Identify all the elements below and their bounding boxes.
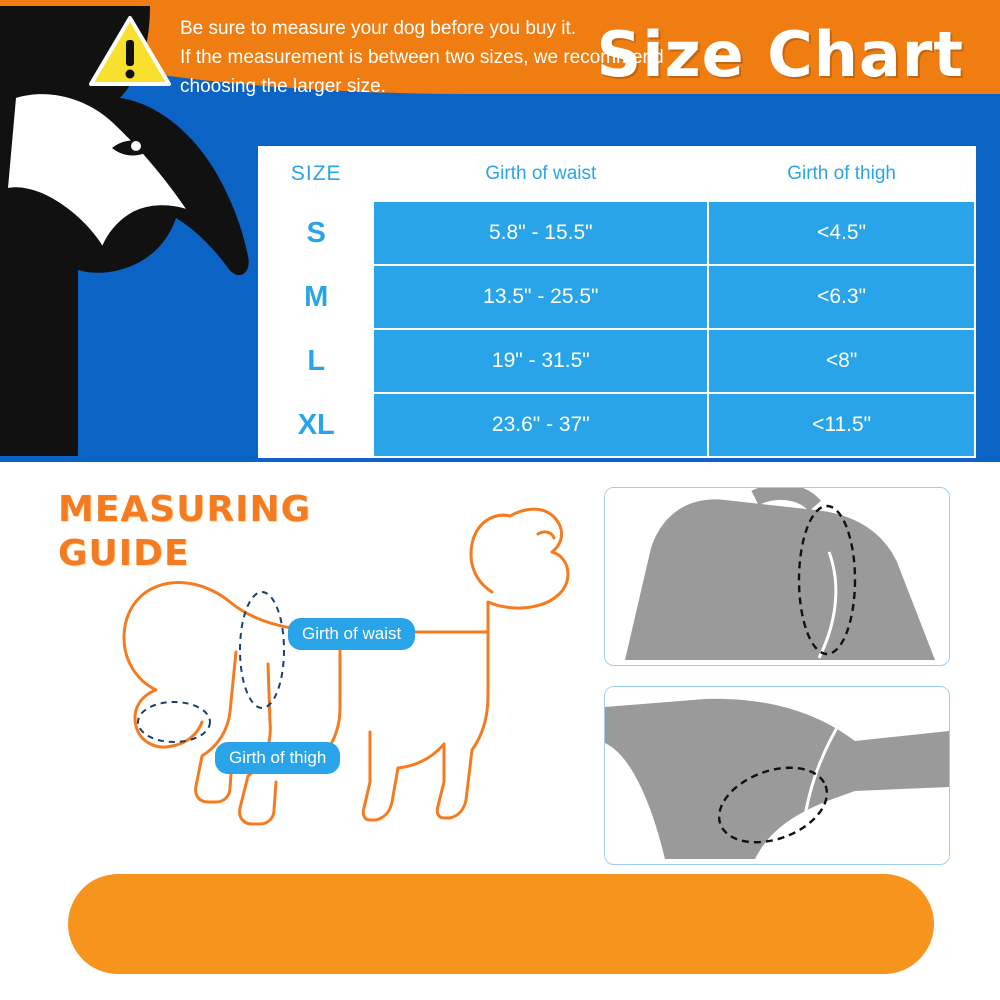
photo-thigh-measurement — [604, 686, 950, 865]
table-row — [259, 393, 975, 457]
column-header-thigh: Girth of thigh — [708, 147, 975, 201]
cell-thigh: <6.3" — [708, 265, 975, 329]
table-row — [259, 201, 975, 265]
column-header-waist: Girth of waist — [373, 147, 708, 201]
guide-title-line1: MEASURING — [58, 489, 312, 530]
cell-size: XL — [259, 393, 373, 457]
cell-size: L — [259, 329, 373, 393]
cell-waist: 5.8" - 15.5" — [373, 201, 708, 265]
guide-title-line2: GUIDE — [58, 533, 190, 574]
note-bar — [68, 874, 934, 974]
note-line-3: choosing the larger size. — [180, 76, 386, 97]
measuring-guide-section — [0, 462, 1000, 872]
dog-outline-illustration — [40, 482, 600, 862]
cell-waist: 19" - 31.5" — [373, 329, 708, 393]
cell-thigh: <4.5" — [708, 201, 975, 265]
cell-size: S — [259, 201, 373, 265]
table-row — [259, 329, 975, 393]
page-title: Size Chart — [596, 18, 964, 91]
column-header-size: SIZE — [259, 147, 373, 201]
tag-girth-of-waist: Girth of waist — [288, 618, 415, 650]
cell-thigh: <11.5" — [708, 393, 975, 457]
warning-triangle-icon — [88, 14, 172, 88]
note-line-1: Be sure to measure your dog before you buy it. — [180, 18, 577, 39]
thigh-photo-illustration — [605, 687, 949, 859]
size-chart-table — [258, 146, 976, 458]
table-header-row — [259, 147, 975, 201]
photo-waist-measurement — [604, 487, 950, 666]
note-line-2: If the measurement is between two sizes, we recommend — [180, 47, 664, 68]
note-text — [180, 14, 860, 101]
tag-girth-of-thigh: Girth of thigh — [215, 742, 340, 774]
cell-size: M — [259, 265, 373, 329]
waist-photo-illustration — [605, 488, 949, 660]
cell-waist: 13.5" - 25.5" — [373, 265, 708, 329]
cell-waist: 23.6" - 37" — [373, 393, 708, 457]
table-row — [259, 265, 975, 329]
cell-thigh: <8" — [708, 329, 975, 393]
